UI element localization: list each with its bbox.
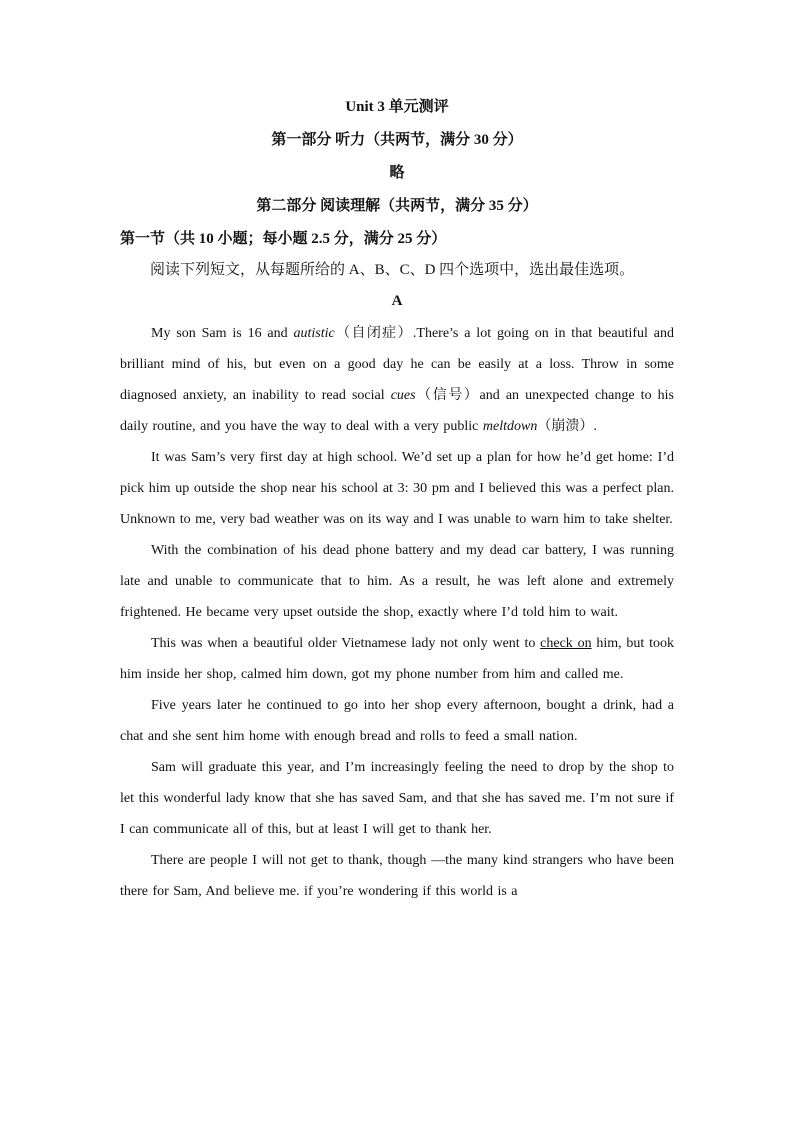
paragraph-4 xyxy=(120,628,674,690)
p4-text-c: him, but took him inside her shop, calmed him down, got my phone number from him and called me. xyxy=(120,636,674,682)
part1-omitted: 略 xyxy=(389,165,405,181)
part1-title: 第一部分 听力（共两节，满分 30 分） xyxy=(271,132,523,148)
part2-title: 第二部分 阅读理解（共两节，满分 35 分） xyxy=(256,198,538,214)
p1-term-autistic: autistic xyxy=(293,326,335,341)
p1-text-a: My son Sam is 16 and xyxy=(151,326,294,341)
paragraph-1 xyxy=(120,318,674,442)
section1-instruction: 阅读下列短文，从每题所给的 A、B、C、D 四个选项中，选出最佳选项。 xyxy=(150,262,635,278)
paragraph-7: There are people I will not get to thank, though —the many kind strangers who have been there for Sam, And believe me. if you’re wondering if this world is a xyxy=(120,853,674,899)
p1-term-cues: cues xyxy=(390,388,416,403)
p1-text-e: （信号）and an unexpected change to his daily routine, and you have the way to deal with a very public xyxy=(120,388,674,434)
passage-label: A xyxy=(391,293,403,309)
p4-underlined-phrase: check on xyxy=(540,636,592,651)
paragraph-6: Sam will graduate this year, and I’m increasingly feeling the need to drop by the shop to let this wonderful lady know that she has saved Sam, and that she has saved me. I’m not sure if I can communicate all of this, but at least I will get to thank her. xyxy=(120,760,674,837)
p1-text-c: （自闭症）.There’s a lot going on in that beautiful and brilliant mind of his, but even on a good day he can be easily at a loss. Throw in some diagnosed anxiety, an inability to read social xyxy=(120,326,674,403)
unit-title: Unit 3 单元测评 xyxy=(345,99,449,115)
paragraph-5: Five years later he continued to go into her shop every afternoon, bought a drink, had a chat and she sent him home with enough bread and rolls to feed a small nation. xyxy=(120,698,674,744)
paragraph-3: With the combination of his dead phone battery and my dead car battery, I was running late and unable to communicate that to him. As a result, he was left alone and extremely frightened. He became very upset outside the shop, exactly where I’d told him to wait. xyxy=(120,543,674,620)
p1-term-meltdown: meltdown xyxy=(482,419,538,434)
document-page xyxy=(120,96,674,907)
section1-title: 第一节（共 10 小题；每小题 2.5 分，满分 25 分） xyxy=(120,231,447,247)
paragraph-2: It was Sam’s very first day at high school. We’d set up a plan for how he’d get home: I’d pick him up outside the shop near his school at 3: 30 pm and I believed this was a perfect plan. Unknown to me, very bad weather was on its way and I was unable to warn him to take shelter. xyxy=(120,450,674,527)
p1-text-g: （崩溃）. xyxy=(537,419,597,434)
p4-text-a: This was when a beautiful older Vietnamese lady not only went to xyxy=(151,636,541,651)
